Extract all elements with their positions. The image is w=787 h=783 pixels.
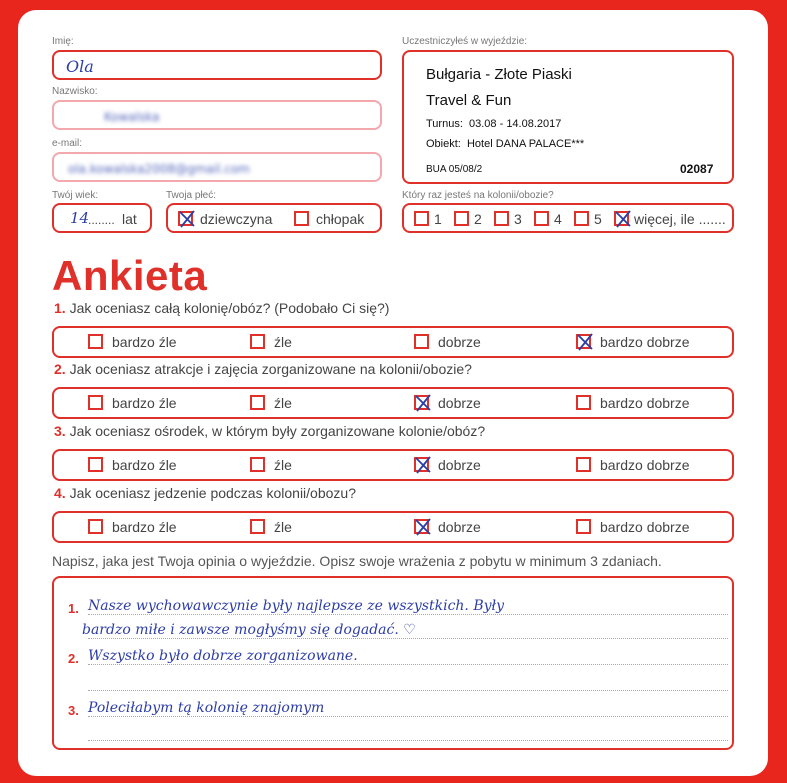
rating-option-label: bardzo źle: [112, 334, 177, 350]
times-checkbox-3[interactable]: [494, 211, 509, 226]
rating-option-label: dobrze: [438, 395, 481, 411]
times-checkbox-1[interactable]: [414, 211, 429, 226]
rating-option-label: bardzo źle: [112, 395, 177, 411]
trip-destination: Bułgaria - Złote Piaski: [426, 66, 572, 83]
question-label: Jak oceniasz atrakcje i zajęcia zorganizowane na kolonii/obozie?: [69, 361, 472, 377]
rating-checkbox-bardzo-zle[interactable]: [88, 395, 103, 410]
gender-label: Twoja płeć:: [166, 190, 217, 201]
question-number: 4.: [54, 485, 66, 501]
surname-field[interactable]: [52, 100, 382, 130]
rating-option-label: dobrze: [438, 334, 481, 350]
question-text: [54, 485, 356, 501]
gender-option-label: dziewczyna: [200, 211, 273, 227]
age-label: Twój wiek:: [52, 190, 99, 201]
times-option-label: 4: [554, 211, 562, 227]
rating-row-q4: [52, 511, 734, 543]
surname-value: Kowalska: [104, 110, 160, 124]
name-label: Imię:: [52, 36, 74, 47]
question-number: 2.: [54, 361, 66, 377]
object-value: Hotel DANA PALACE***: [466, 138, 585, 150]
cross-mark-icon: [413, 517, 433, 537]
question-number: 1.: [54, 300, 66, 316]
age-value: 14: [70, 209, 90, 227]
trip-company: Travel & Fun: [426, 92, 512, 109]
age-field[interactable]: [52, 203, 152, 233]
trip-code: BUA 05/08/2: [426, 164, 483, 175]
rating-checkbox-dobrze[interactable]: [414, 334, 429, 349]
handwritten-answer-line: Poleciłabym tą kolonię znajomym: [88, 700, 325, 716]
cross-mark-icon: [613, 209, 633, 229]
rating-option-label: dobrze: [438, 519, 481, 535]
writing-line: [88, 690, 728, 691]
times-label: Który raz jesteś na kolonii/obozie?: [402, 190, 554, 201]
writing-line: [88, 614, 728, 615]
gender-group: [166, 203, 382, 233]
email-value: ola.kowalska2008@gmail.com: [68, 162, 250, 176]
age-unit: lat: [122, 211, 137, 227]
surname-label: Nazwisko:: [52, 86, 98, 97]
rating-checkbox-dobrze[interactable]: [414, 519, 429, 534]
handwritten-answer-line: bardzo miłe i zawsze mogłyśmy się dogadać. ♡: [82, 622, 416, 638]
object-label: Obiekt:: [426, 138, 461, 150]
rating-option-label: dobrze: [438, 457, 481, 473]
rating-checkbox-bardzo-dobrze[interactable]: [576, 334, 591, 349]
times-option-label: 2: [474, 211, 482, 227]
question-text: [54, 423, 485, 439]
times-checkbox-5[interactable]: [574, 211, 589, 226]
question-label: Jak oceniasz jedzenie podczas kolonii/obozu?: [69, 485, 356, 501]
email-label: e-mail:: [52, 138, 83, 149]
email-field[interactable]: [52, 152, 382, 182]
rating-checkbox-bardzo-dobrze[interactable]: [576, 457, 591, 472]
rating-option-label: bardzo dobrze: [600, 395, 690, 411]
question-label: Jak oceniasz całą kolonię/obóz? (Podobało Ci się?): [69, 300, 390, 316]
times-checkbox-more[interactable]: [614, 211, 629, 226]
trip-info-box: [402, 50, 734, 184]
opinion-prompt: Napisz, jaka jest Twoja opinia o wyjeździe. Opisz swoje wrażenia z pobytu w minimum 3 zdaniach.: [52, 553, 662, 569]
rating-option-label: bardzo dobrze: [600, 457, 690, 473]
cross-mark-icon: [177, 209, 197, 229]
rating-checkbox-bardzo-dobrze[interactable]: [576, 519, 591, 534]
rating-option-label: bardzo źle: [112, 457, 177, 473]
rating-checkbox-dobrze[interactable]: [414, 457, 429, 472]
times-option-label: 1: [434, 211, 442, 227]
writing-line: [88, 740, 728, 741]
rating-checkbox-dobrze[interactable]: [414, 395, 429, 410]
survey-title: Ankieta: [52, 252, 208, 299]
rating-option-label: bardzo dobrze: [600, 519, 690, 535]
trip-label: Uczestniczyłeś w wyjeździe:: [402, 36, 528, 47]
gender-option-label: chłopak: [316, 211, 365, 227]
gender-checkbox-male[interactable]: [294, 211, 309, 226]
question-text: [54, 361, 472, 377]
cross-mark-icon: [575, 332, 595, 352]
rating-option-label: źle: [274, 457, 292, 473]
survey-sheet: [18, 10, 768, 776]
turnus-value: 03.08 - 14.08.2017: [469, 118, 562, 130]
cross-mark-icon: [413, 455, 433, 475]
writing-line: [88, 716, 728, 717]
answer-number: 2.: [68, 651, 79, 666]
handwritten-answer-line: Wszystko było dobrze zorganizowane.: [88, 648, 358, 664]
name-value: Ola: [66, 57, 94, 76]
rating-checkbox-zle[interactable]: [250, 395, 265, 410]
rating-checkbox-zle[interactable]: [250, 457, 265, 472]
answer-number: 3.: [68, 703, 79, 718]
rating-checkbox-bardzo-dobrze[interactable]: [576, 395, 591, 410]
turnus-label: Turnus:: [426, 118, 463, 130]
rating-checkbox-bardzo-zle[interactable]: [88, 457, 103, 472]
rating-row-q1: [52, 326, 734, 358]
rating-checkbox-zle[interactable]: [250, 334, 265, 349]
times-option-label: więcej, ile .......: [634, 211, 726, 227]
gender-checkbox-female[interactable]: [178, 211, 193, 226]
rating-option-label: bardzo dobrze: [600, 334, 690, 350]
rating-option-label: bardzo źle: [112, 519, 177, 535]
times-option-label: 3: [514, 211, 522, 227]
trip-number: 02087: [680, 162, 714, 176]
question-label: Jak oceniasz ośrodek, w którym były zorganizowane kolonie/obóz?: [69, 423, 486, 439]
writing-line: [88, 638, 728, 639]
name-field[interactable]: [52, 50, 382, 80]
cross-mark-icon: [413, 393, 433, 413]
times-option-label: 5: [594, 211, 602, 227]
handwritten-answer-line: Nasze wychowawczynie były najlepsze ze wszystkich. Były: [88, 598, 504, 614]
rating-checkbox-zle[interactable]: [250, 519, 265, 534]
question-text: [54, 300, 389, 316]
answer-number: 1.: [68, 601, 79, 616]
age-dots: ........: [88, 213, 115, 227]
rating-row-q3: [52, 449, 734, 481]
times-checkbox-4[interactable]: [534, 211, 549, 226]
rating-row-q2: [52, 387, 734, 419]
rating-checkbox-bardzo-zle[interactable]: [88, 334, 103, 349]
rating-option-label: źle: [274, 519, 292, 535]
rating-checkbox-bardzo-zle[interactable]: [88, 519, 103, 534]
times-group: [402, 203, 734, 233]
question-number: 3.: [54, 423, 66, 439]
rating-option-label: źle: [274, 395, 292, 411]
writing-line: [88, 664, 728, 665]
rating-option-label: źle: [274, 334, 292, 350]
times-checkbox-2[interactable]: [454, 211, 469, 226]
